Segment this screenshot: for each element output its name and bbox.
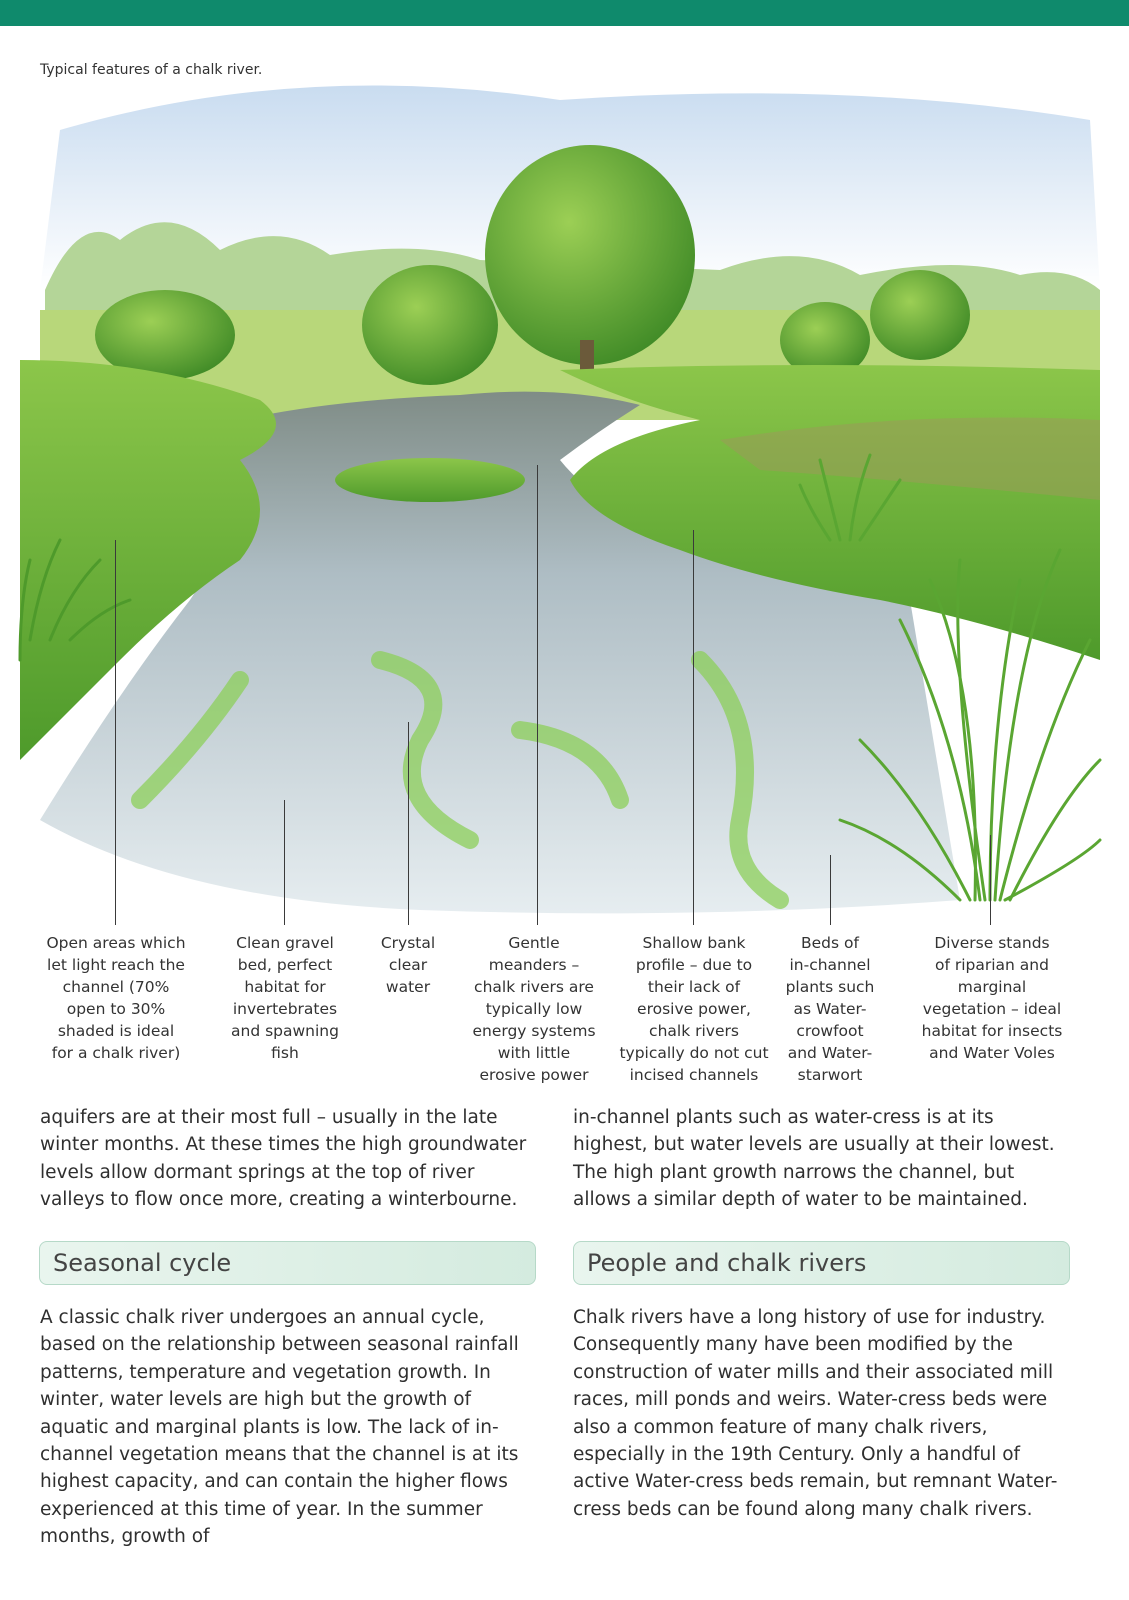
leader-line-meanders bbox=[537, 465, 538, 925]
right-continuation-text bbox=[573, 1104, 1073, 1214]
leader-line-open-areas bbox=[115, 540, 116, 925]
people-heading: People and chalk rivers bbox=[573, 1241, 1070, 1285]
large-tree bbox=[485, 145, 695, 365]
leader-line-clear-water bbox=[408, 722, 409, 925]
label-riparian: Diverse stands of riparian and marginal vegetation – ideal habitat for insects and Water Voles bbox=[921, 934, 1063, 1062]
right-tree bbox=[870, 270, 970, 360]
header-bar bbox=[0, 0, 1129, 26]
island bbox=[335, 458, 525, 502]
chalk-river-illustration bbox=[0, 40, 1129, 940]
figure-caption: Typical features of a chalk river. bbox=[40, 62, 263, 78]
label-meanders: Gentle meanders – chalk rivers are typically low energy systems with little erosive power bbox=[472, 934, 596, 1084]
paragraph: in-channel plants such as water-cress is at its highest, but water levels are usually at their lowest. The high plant growth narrows the channel, but allows a similar depth of water to be maintained. bbox=[573, 1107, 1055, 1211]
paragraph: aquifers are at their most full – usually in the late winter months. At these times the high groundwater levels allow dormant springs at the top of river valleys to flow once more, creating a winterbourne. bbox=[40, 1107, 527, 1211]
round-tree bbox=[362, 265, 498, 385]
label-plant-beds: Beds of in-channel plants such as Water- crowfoot and Water- starwort bbox=[785, 934, 875, 1084]
paragraph: A classic chalk river undergoes an annual cycle, based on the relationship between seasonal rainfall patterns, temperature and vegetation growth. In winter, water levels are high but the growth of aquatic and marginal plants is low. The lack of in-channel vegetation means that the channel is at its highest capacity, and can contain the higher flows experienced at this time of year. In the summer months, growth of bbox=[40, 1307, 519, 1548]
leader-line-riparian bbox=[990, 835, 991, 925]
leader-line-gravel-bed bbox=[284, 800, 285, 925]
label-gravel-bed: Clean gravel bed, perfect habitat for invertebrates and spawning fish bbox=[231, 934, 339, 1062]
leader-line-bank-profile bbox=[693, 530, 694, 925]
label-open-areas: Open areas which let light reach the channel (70% open to 30% shaded is ideal for a chalk river) bbox=[46, 934, 186, 1062]
people-body bbox=[573, 1304, 1075, 1523]
seasonal-cycle-heading: Seasonal cycle bbox=[39, 1241, 536, 1285]
label-clear-water: Crystal clear water bbox=[380, 934, 436, 996]
label-bank-profile: Shallow bank profile – due to their lack of erosive power, chalk rivers typically do not cut incised channels bbox=[619, 934, 769, 1084]
left-continuation-text bbox=[40, 1104, 540, 1214]
leader-line-plant-beds bbox=[830, 855, 831, 925]
paragraph: Chalk rivers have a long history of use for industry. Consequently many have been modified by the construction of water mills and their associated mill races, mill ponds and weirs. Water-cress beds were also a common feature of many chalk rivers, especially in the 19th Century. Only a handful of active Water-cress beds remain, but remnant Water-cress beds can be found along many chalk rivers. bbox=[573, 1307, 1058, 1520]
seasonal-cycle-body bbox=[40, 1304, 540, 1551]
